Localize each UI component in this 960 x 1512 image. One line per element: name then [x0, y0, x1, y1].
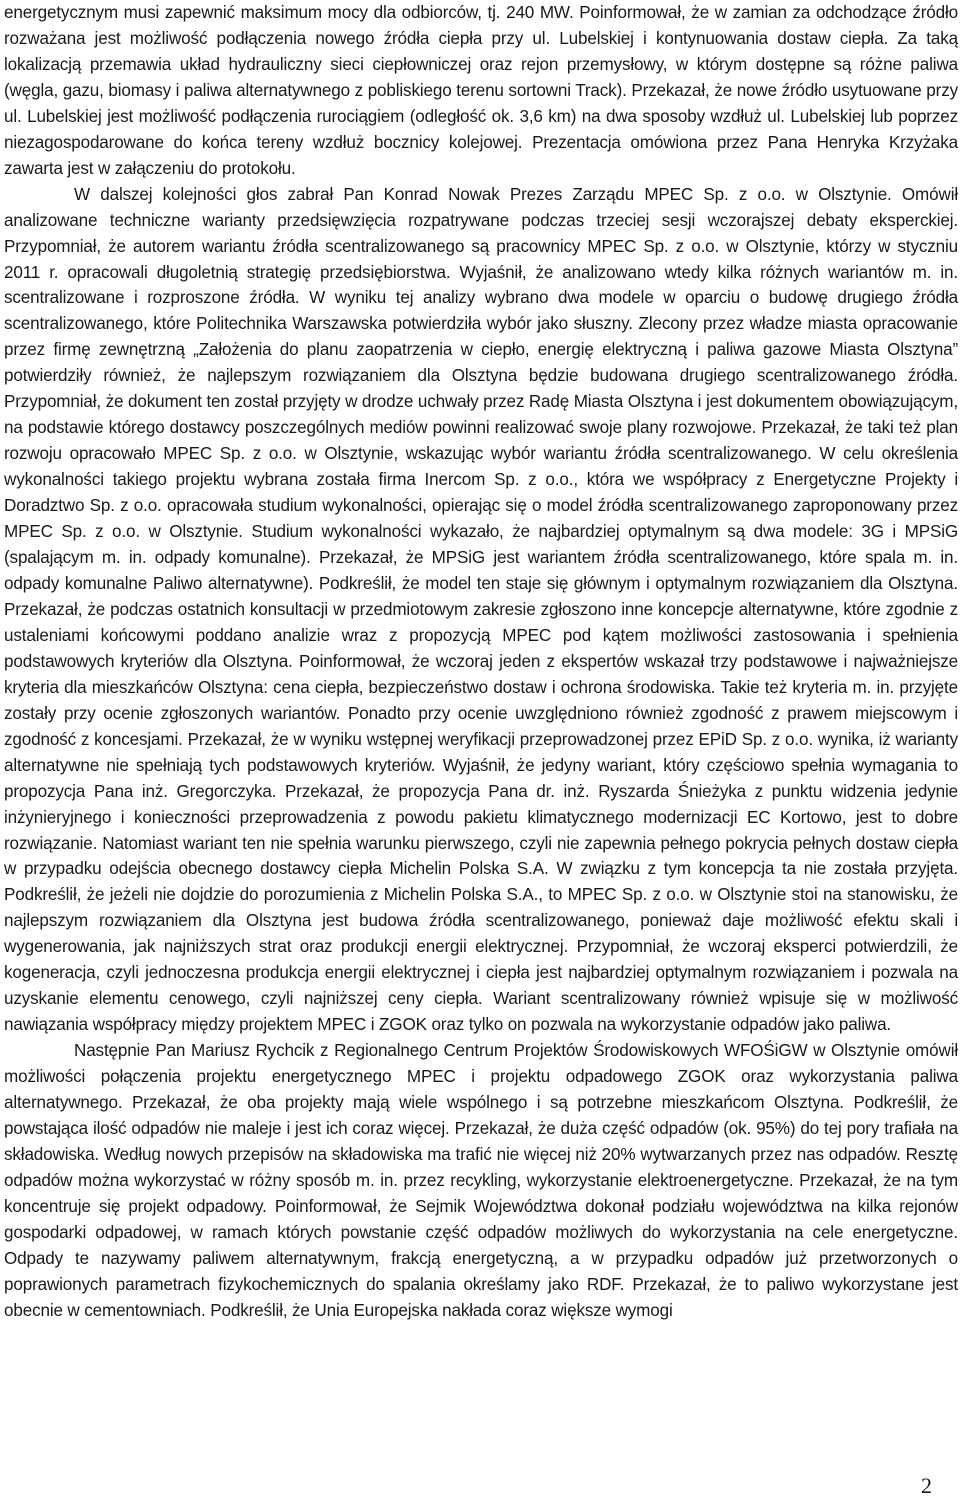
paragraph-1: energetycznym musi zapewnić maksimum mocy dla odbiorców, tj. 240 MW. Poinformował, że w zamian za odchodzące źródło rozważana jest możliwość podłączenia nowego źródła ciepła przy ul. Lubelskiej i kontynuowania dostaw ciepła. Za taką lokalizacją przemawia układ hydrauliczny sieci ciepłowniczej oraz rejon przemysłowy, w którym dostępne są różne paliwa (węgla, gazu, biomasy i paliwa alternatywnego z pobliskiego terenu sortowni Track). Przekazał, że nowe źródło usytuowane przy ul. Lubelskiej jest możliwość podłączenia rurociągiem (odległość ok. 3,6 km) na dwa sposoby wzdłuż ul. Lubelskiej lub poprzez niezagospodarowane do końca tereny wzdłuż bocznicy kolejowej. Prezentacja omówiona przez Pana Henryka Krzyżaka zawarta jest w załączeniu do protokołu.: [4, 3, 958, 178]
page-number: 2: [921, 1473, 932, 1498]
document-page: [4, 0, 958, 1324]
paragraph-2: W dalszej kolejności głos zabrał Pan Konrad Nowak Prezes Zarządu MPEC Sp. z o.o. w Olsztynie. Omówił analizowane techniczne warianty przedsięwzięcia rozpatrywane podczas trzeciej sesji wczorajszej debaty eksperckiej. Przypomniał, że autorem wariantu źródła scentralizowanego są pracownicy MPEC Sp. z o.o. w Olsztynie, którzy w styczniu 2011 r. opracowali długoletnią strategię przedsiębiorstwa. Wyjaśnił, że analizowano wtedy kilka różnych wariantów m. in. scentralizowane i rozproszone źródła. W wyniku tej analizy wybrano dwa modele w oparciu o budowę drugiego źródła scentralizowanego, które Politechnika Warszawska potwierdziła wybór jako słuszny. Zlecony przez władze miasta opracowanie przez firmę zewnętrzną „Założenia do planu zaopatrzenia w ciepło, energię elektryczną i paliwa gazowe Miasta Olsztyna” potwierdziły również, że najlepszym rozwiązaniem dla Olsztyna będzie budowana drugiego scentralizowanego źródła. Przypomniał, że dokument ten został przyjęty w drodze uchwały przez Radę Miasta Olsztyna i jest dokumentem obowiązującym, na podstawie którego dostawcy poszczególnych mediów powinni realizować swoje plany rozwojowe. Przekazał, że taki też plan rozwoju opracowało MPEC Sp. z o.o. w Olsztynie, wskazując wybór wariantu źródła scentralizowanego. W celu określenia wykonalności takiego projektu wybrana została firma Inercom Sp. z o.o., która we współpracy z Energetyczne Projekty i Doradztwo Sp. z o.o. opracowała studium wykonalności, opierając się o model źródła scentralizowanego zaproponowany przez MPEC Sp. z o.o. w Olsztynie. Studium wykonalności wykazało, że najbardziej optymalnym są dwa modele: 3G i MPSiG (spalającym m. in. odpady komunalne). Przekazał, że MPSiG jest wariantem źródła scentralizowanego, które spala m. in. odpady komunalne Paliwo alternatywne). Podkreślił, że model ten staje się głównym i optymalnym rozwiązaniem dla Olsztyna. Przekazał, że podczas ostatnich konsultacji w przedmiotowym zakresie zgłoszono inne koncepcje alternatywne, które zgodnie z ustaleniami końcowymi poddano analizie wraz z propozycją MPEC pod kątem możliwości zastosowania i spełnienia podstawowych kryteriów dla Olsztyna. Poinformował, że wczoraj jeden z ekspertów wskazał trzy podstawowe i najważniejsze kryteria dla mieszkańców Olsztyna: cena ciepła, bezpieczeństwo dostaw i ochrona środowiska. Takie też kryteria m. in. przyjęte zostały przy ocenie zgłoszonych wariantów. Ponadto przy ocenie uwzględniono również zgodność z prawem miejscowym i zgodność z koncesjami. Przekazał, że w wyniku wstępnej weryfikacji przeprowadzonej przez EPiD Sp. z o.o. wynika, iż warianty alternatywne nie spełniają tych podstawowych kryteriów. Wyjaśnił, że jedyny wariant, który częściowo spełnia wymagania to propozycja Pana inż. Gregorczyka. Przekazał, że propozycja Pana dr. inż. Ryszarda Śnieżyka z punktu widzenia jedynie inżynieryjnego i konieczności przeprowadzenia z powodu pakietu klimatycznego modernizacji EC Kortowo, jest to dobre rozwiązanie. Natomiast wariant ten nie spełnia warunku pierwszego, czyli nie zapewnia pełnego pokrycia pełnych dostaw ciepła w przypadku odejścia obecnego dostawcy ciepła Michelin Polska S.A. W związku z tym koncepcja ta nie została przyjęta. Podkreślił, że jeżeli nie dojdzie do porozumienia z Michelin Polska S.A., to MPEC Sp. z o.o. w Olsztynie stoi na stanowisku, że najlepszym rozwiązaniem dla Olsztyna jest budowa źródła scentralizowanego, ponieważ daje możliwość efektu skali i wygenerowania, jak najniższych strat oraz produkcji energii elektrycznej. Przypomniał, że wczoraj eksperci potwierdzili, że kogeneracja, czyli jednoczesna produkcja energii elektrycznej i ciepła jest najbardziej optymalnym rozwiązaniem i pozwala na uzyskanie elementu cenowego, czyli najniższej ceny ciepła. Wariant scentralizowany również wpisuje się w możliwość nawiązania współpracy między projektem MPEC i ZGOK oraz tylko on pozwala na wykorzystanie odpadów jako paliwa.: [4, 184, 958, 1035]
paragraph-3: Następnie Pan Mariusz Rychcik z Regionalnego Centrum Projektów Środowiskowych WFOŚiGW w Olsztynie omówił możliwości połączenia projektu energetycznego MPEC i projektu odpadowego ZGOK oraz wykorzystania paliwa alternatywnego. Przekazał, że oba projekty mają wiele wspólnego i są potrzebne mieszkańcom Olsztyna. Podkreślił, że powstająca ilość odpadów nie maleje i jest ich coraz więcej. Przekazał, że duża część odpadów (ok. 95%) do tej pory trafiała na składowiska. Według nowych przepisów na składowiska ma trafić nie więcej niż 20% wytwarzanych przez nas odpadów. Resztę odpadów można wykorzystać w różny sposób m. in. przez recykling, wykorzystanie elektroenergetyczne. Przekazał, że na tym koncentruje się projekt odpadowy. Poinformował, że Sejmik Województwa dokonał podziału województwa na kilka rejonów gospodarki odpadowej, w ramach których powstanie część odpadów możliwych do wykorzystania na cele energetyczne. Odpady te nazywamy paliwem alternatywnym, frakcją energetyczną, a w przypadku odpadów już przetworzonych o poprawionych parametrach fizykochemicznych do spalania określamy jako RDF. Przekazał, że to paliwo wykorzystane jest obecnie w cementowniach. Podkreślił, że Unia Europejska nakłada coraz większe wymogi: [4, 1041, 958, 1320]
